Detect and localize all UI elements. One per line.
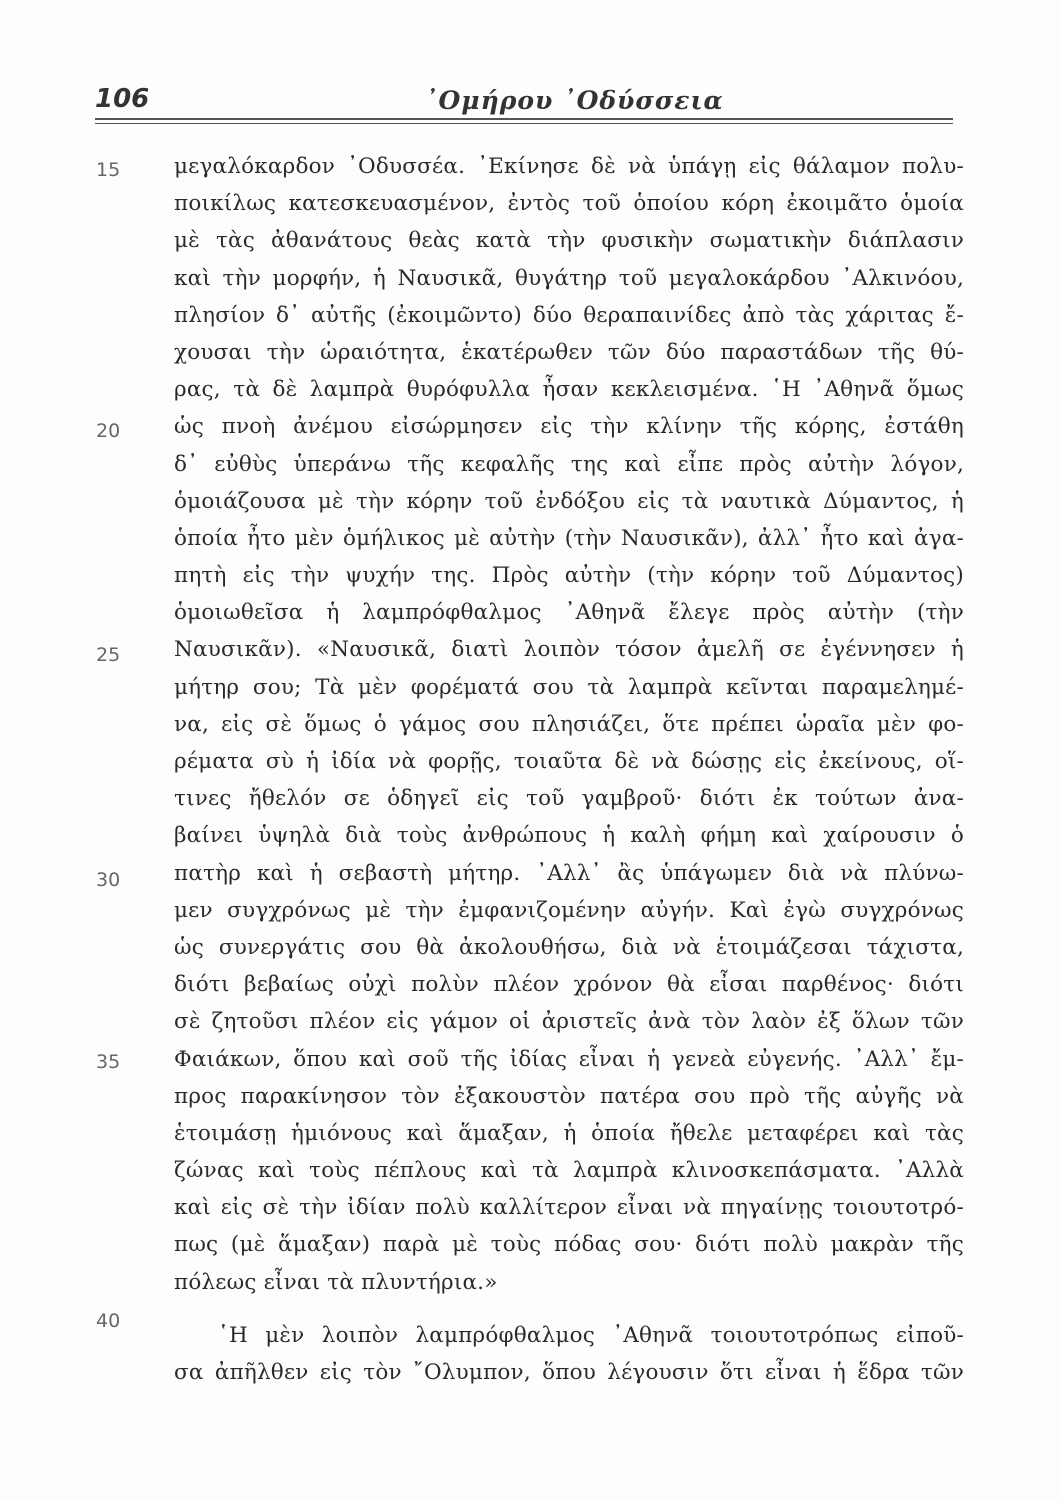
text-line: ὡς πνοὴ ἀνέμου εἰσώρμησεν εἰς τὴν κλίνην τῆς κόρης, ἐστάθη: [174, 414, 964, 440]
text-line: ῾Η μὲν λοιπὸν λαμπρόφθαλμος ᾿Αθηνᾶ τοιουτοτρόπως εἰποῦ-: [218, 1322, 964, 1348]
text-line: πόλεως εἶναι τὰ πλυντήρια.»: [174, 1269, 498, 1295]
text-line: τινες ἤθελόν σε ὁδηγεῖ εἰς τοῦ γαμβροῦ· διότι ἐκ τούτων ἀνα-: [174, 786, 964, 812]
header-rule: [95, 118, 953, 120]
line-number: 30: [96, 869, 121, 891]
text-line: διότι βεβαίως οὐχὶ πολὺν πλέον χρόνον θὰ εἶσαι παρθένος· διότι: [174, 972, 964, 998]
text-line: σα ἀπῆλθεν εἰς τὸν ῎Ολυμπον, ὅπου λέγουσιν ὅτι εἶναι ἡ ἕδρα τῶν: [174, 1360, 964, 1385]
text-line: Φαιάκων, ὅπου καὶ σοῦ τῆς ἰδίας εἶναι ἡ γενεὰ εὐγενής. ᾿Αλλ᾿ ἔμ-: [174, 1046, 964, 1072]
header-rule-thin: [95, 123, 953, 124]
text-line: ἑτοιμάσῃ ἡμιόνους καὶ ἅμαξαν, ἡ ὁποία ἤθελε μεταφέρει καὶ τὰς: [174, 1120, 964, 1146]
text-line: προς παρακίνησον τὸν ἐξακουστὸν πατέρα σου πρὸ τῆς αὐγῆς νὰ: [174, 1083, 964, 1109]
text-line: ζώνας καὶ τοὺς πέπλους καὶ τὰ λαμπρὰ κλινοσκεπάσματα. ᾿Αλλὰ: [174, 1158, 964, 1184]
line-number: 25: [96, 644, 121, 666]
text-line: να, εἰς σὲ ὅμως ὁ γάμος σου πλησιάζει, ὅτε πρέπει ὡραῖα μὲν φο-: [174, 711, 964, 737]
page-header: [95, 84, 950, 120]
text-line: καὶ τὴν μορφήν, ἡ Ναυσικᾶ, θυγάτηρ τοῦ μεγαλοκάρδου ᾿Αλκινόου,: [174, 265, 964, 291]
text-line: πλησίον δ᾿ αὐτῆς (ἐκοιμῶντο) δύο θεραπαινίδες ἀπὸ τὰς χάριτας ἔ-: [174, 302, 964, 328]
text-line: μὲ τὰς ἀθανάτους θεὰς κατὰ τὴν φυσικὴν σωματικὴν διάπλασιν: [174, 228, 964, 254]
text-line: ρας, τὰ δὲ λαμπρὰ θυρόφυλλα ἦσαν κεκλεισμένα. ῾Η ᾿Αθηνᾶ ὅμως: [174, 377, 964, 403]
line-number: 40: [96, 1310, 121, 1332]
text-line: μεγαλόκαρδον ᾿Οδυσσέα. ᾿Εκίνησε δὲ νὰ ὑπάγῃ εἰς θάλαμον πολυ-: [174, 154, 964, 179]
text-line: ὁμοιάζουσα μὲ τὴν κόρην τοῦ ἐνδόξου εἰς τὰ ναυτικὰ Δύμαντος, ἡ: [174, 488, 964, 514]
line-number: 15: [96, 159, 121, 181]
text-line: πητὴ εἰς τὴν ψυχήν της. Πρὸς αὐτὴν (τὴν κόρην τοῦ Δύμαντος): [174, 563, 964, 589]
text-line: χουσαι τὴν ὡραιότητα, ἑκατέρωθεν τῶν δύο παραστάδων τῆς θύ-: [174, 339, 964, 365]
text-line: ὁποία ἦτο μὲν ὁμήλικος μὲ αὐτὴν (τὴν Ναυσικᾶν), ἀλλ᾿ ἦτο καὶ ἀγα-: [174, 525, 964, 551]
text-line: πως (μὲ ἅμαξαν) παρὰ μὲ τοὺς πόδας σου· διότι πολὺ μακρὰν τῆς: [174, 1232, 964, 1258]
text-line: πατὴρ καὶ ἡ σεβαστὴ μήτηρ. ᾿Αλλ᾿ ἂς ὑπάγωμεν διὰ νὰ πλύνω-: [174, 860, 964, 886]
text-line: μεν συγχρόνως μὲ τὴν ἐμφανιζομένην αὐγήν. Καὶ ἐγὼ συγχρόνως: [174, 897, 964, 923]
text-line: ὡς συνεργάτις σου θὰ ἀκολουθήσω, διὰ νὰ ἑτοιμάζεσαι τάχιστα,: [174, 934, 964, 960]
line-number: 35: [96, 1051, 121, 1073]
text-line: ποικίλως κατεσκευασμένον, ἐντὸς τοῦ ὁποίου κόρη ἐκοιμᾶτο ὁμοία: [174, 191, 964, 217]
page-number: 106: [95, 84, 150, 114]
running-title: ᾿Ομήρου ᾿Οδύσσεια: [425, 86, 724, 115]
line-number: 20: [96, 420, 121, 442]
text-line: μήτηρ σου; Τὰ μὲν φορέματά σου τὰ λαμπρὰ κεῖνται παραμελημέ-: [174, 674, 964, 700]
text-line: βαίνει ὑψηλὰ διὰ τοὺς ἀνθρώπους ἡ καλὴ φήμη καὶ χαίρουσιν ὁ: [174, 823, 964, 849]
text-line: ρέματα σὺ ἡ ἰδία νὰ φορῇς, τοιαῦτα δὲ νὰ δώσῃς εἰς ἐκείνους, οἵ-: [174, 749, 964, 774]
text-line: δ᾿ εὐθὺς ὑπεράνω τῆς κεφαλῆς της καὶ εἶπε πρὸς αὐτὴν λόγον,: [174, 451, 964, 477]
text-line: σὲ ζητοῦσι πλέον εἰς γάμον οἱ ἀριστεῖς ἀνὰ τὸν λαὸν ἐξ ὅλων τῶν: [174, 1009, 964, 1035]
text-line: ὁμοιωθεῖσα ἡ λαμπρόφθαλμος ᾿Αθηνᾶ ἔλεγε πρὸς αὐτὴν (τὴν: [174, 600, 964, 626]
text-line: καὶ εἰς σὲ τὴν ἰδίαν πολὺ καλλίτερον εἶναι νὰ πηγαίνῃς τοιουτοτρό-: [174, 1195, 964, 1221]
body-text: [174, 148, 964, 1391]
text-line: Ναυσικᾶν). «Ναυσικᾶ, διατὶ λοιπὸν τόσον ἀμελῆ σε ἐγέννησεν ἡ: [174, 637, 964, 663]
